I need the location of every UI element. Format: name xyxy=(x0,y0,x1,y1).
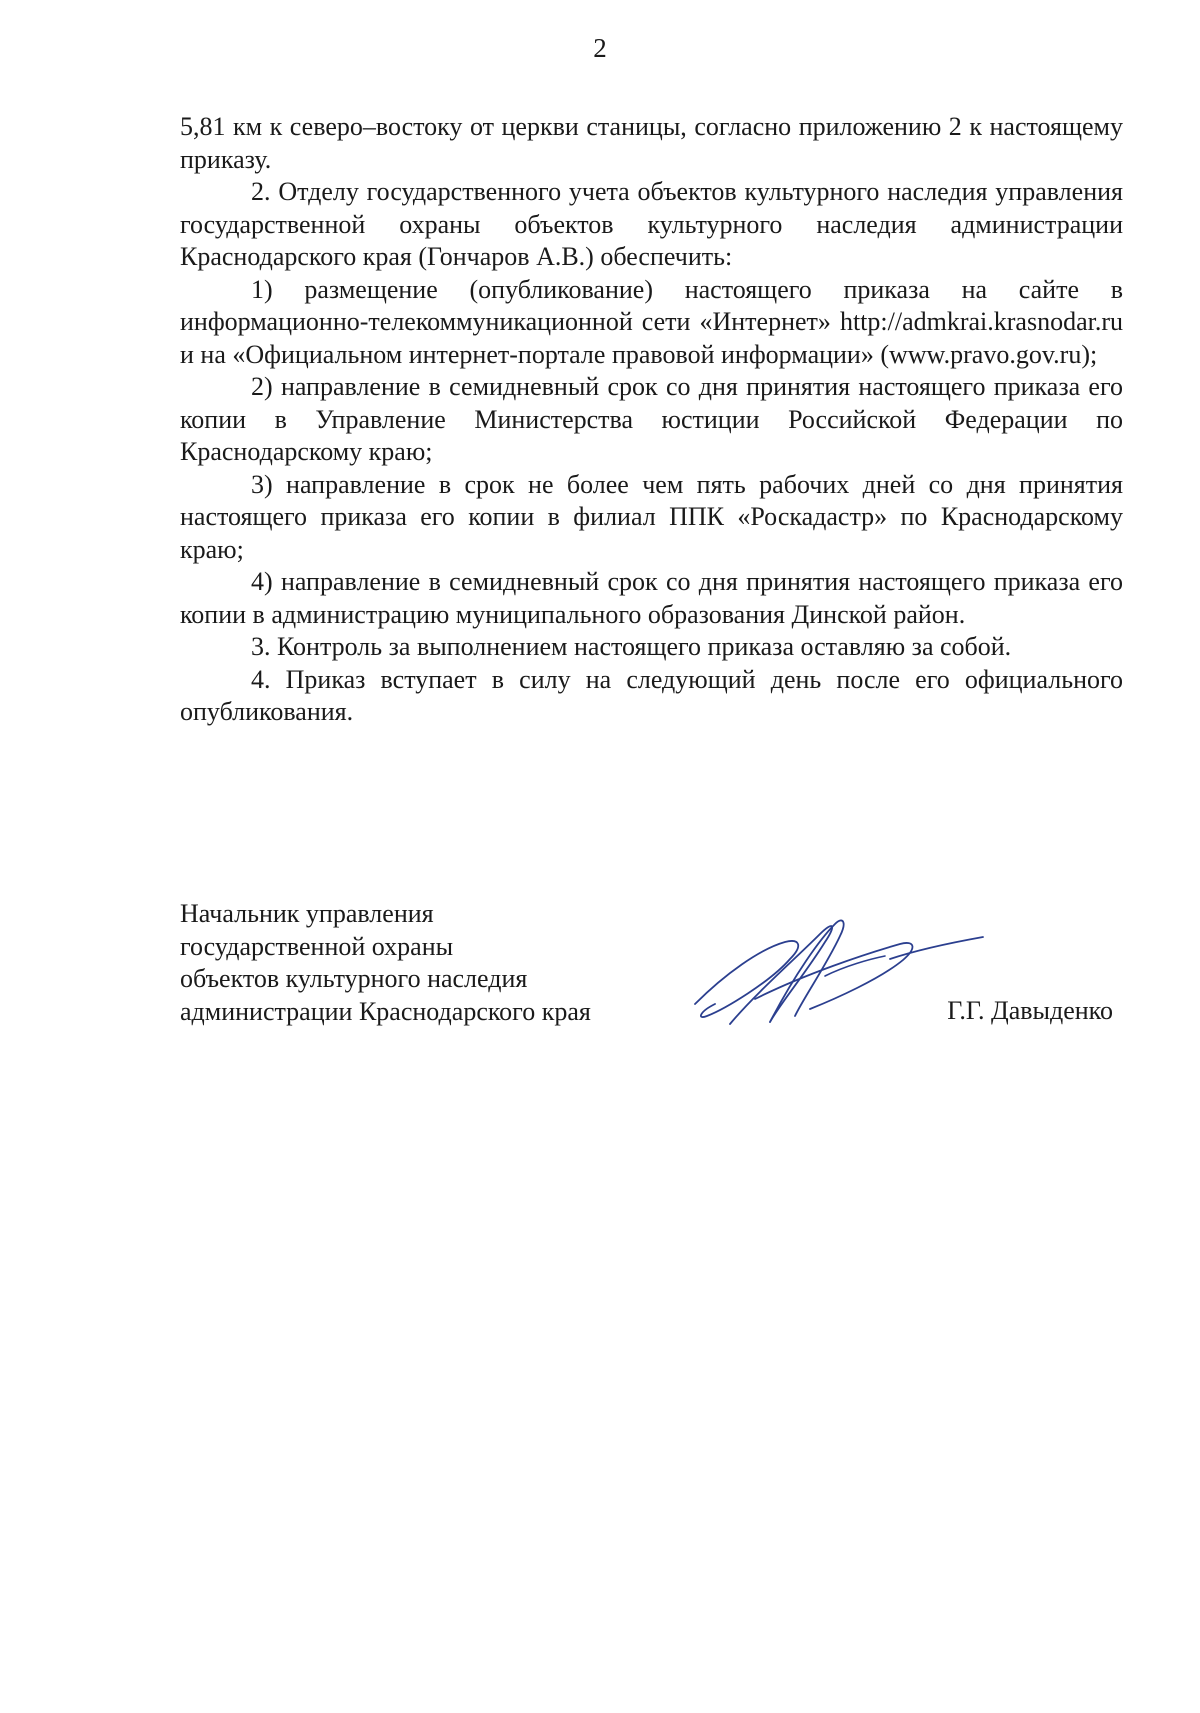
paragraph-item-4: 4. Приказ вступает в силу на следующий день после его официального опубликования. xyxy=(180,664,1123,726)
signatory-name: Г.Г. Давыденко xyxy=(947,996,1113,1025)
signatory-position-line: объектов культурного наследия xyxy=(180,964,528,993)
paragraph-item-2: 2. Отделу государственного учета объектов культурного наследия управления государственной охраны объектов культурного наследия администрации Краснодарского края (Гончаров А.В.) обеспечить: xyxy=(180,177,1123,271)
handwritten-signature xyxy=(685,904,985,1044)
paragraph-continuation: 5,81 км к северо–востоку от церкви станицы, согласно приложению 2 к настоящему приказу. xyxy=(180,112,1123,174)
signatory-position xyxy=(180,898,591,1028)
paragraph-item-3: 3. Контроль за выполнением настоящего приказа оставляю за собой. xyxy=(251,632,1012,661)
signature-block xyxy=(180,898,1123,1038)
signatory-position-line: администрации Краснодарского края xyxy=(180,996,591,1026)
paragraph-subitem-1: 1) размещение (опубликование) настоящего приказа на сайте в информационно-телекоммуникационной сети «Интернет» http://admkrai.krasnodar.ru и на «Официальном интернет-портале правовой информации» (www.pravo.gov.ru); xyxy=(180,274,1123,369)
signatory-position-line: Начальник управления xyxy=(180,899,434,928)
paragraph-subitem-3: 3) направление в срок не более чем пять рабочих дней со дня принятия настоящего приказа его копии в филиал ППК «Роскадастр» по Краснодарскому краю; xyxy=(180,469,1123,564)
signatory-position-line: государственной охраны xyxy=(180,931,454,961)
signature-stroke xyxy=(755,943,912,1009)
paragraph-subitem-2: 2) направление в семидневный срок со дня принятия настоящего приказа его копии в Управление Министерства юстиции Российской Федерации по Краснодарскому краю; xyxy=(180,372,1123,466)
signature-stroke xyxy=(890,937,983,959)
page-number: 2 xyxy=(593,33,607,63)
paragraph-subitem-4: 4) направление в семидневный срок со дня принятия настоящего приказа его копии в администрацию муниципального образования Динской район. xyxy=(180,567,1123,629)
document-body xyxy=(180,111,1123,729)
signature-stroke xyxy=(730,926,832,1024)
